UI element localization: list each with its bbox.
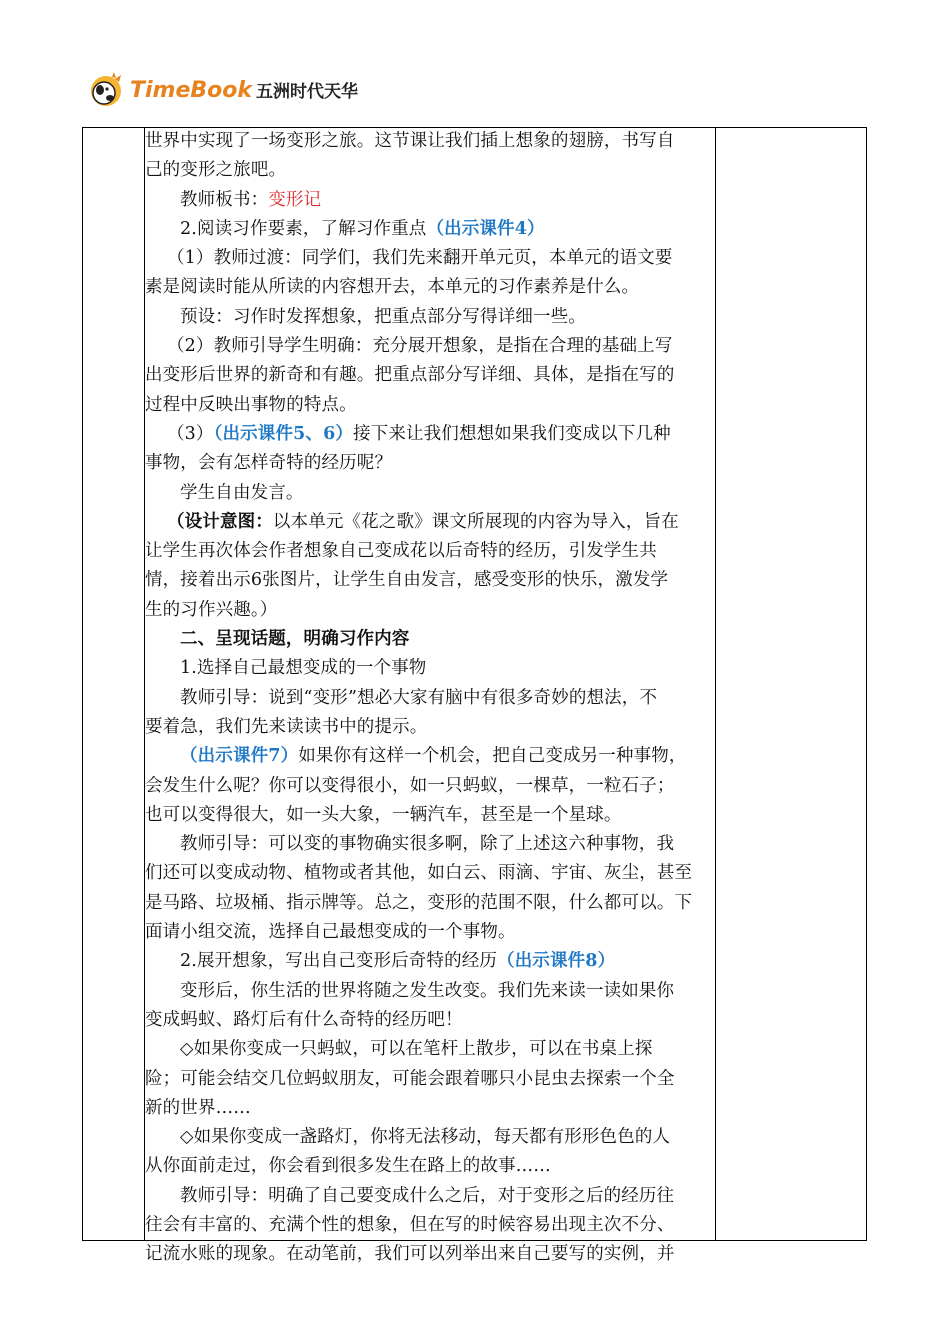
text-line: ◇如果你变成一只蚂蚁，可以在笔杆上散步，可以在书桌上探 xyxy=(180,1039,653,1060)
text-line: 变成蚂蚁、路灯后有什么奇特的经历吧！ xyxy=(145,1009,463,1030)
brand-name-en: TimeBook xyxy=(130,78,253,103)
text-line: 往会有丰富的、充满个性的想象，但在写的时候容易出现主次不分、 xyxy=(145,1214,675,1235)
text-line: 险；可能会结交几位蚂蚁朋友，可能会跟着哪只小昆虫去探索一个全 xyxy=(145,1068,675,1089)
section-heading: 二、呈现话题，明确习作内容 xyxy=(180,629,410,650)
text-line: 是马路、垃圾桶、指示牌等。总之，变形的范围不限，什么都可以。下 xyxy=(145,892,693,913)
text-line: 新的世界…… xyxy=(145,1097,251,1118)
text-line: 面请小组交流，选择自己最想变成的一个事物。 xyxy=(145,922,516,943)
brand-logo xyxy=(88,70,358,110)
text-line: 出变形后世界的新奇和有趣。把重点部分写详细、具体，是指在写的 xyxy=(145,365,675,386)
text-line: 1.选择自己最想变成的一个事物 xyxy=(180,658,427,679)
item-number: （3） xyxy=(167,423,214,444)
lesson-content xyxy=(145,127,710,1265)
text-line: 生的习作兴趣。） xyxy=(145,599,278,620)
text-line: 事物，会有怎样奇特的经历呢？ xyxy=(145,453,393,474)
text-line xyxy=(145,420,710,449)
text-line xyxy=(145,508,710,537)
text-line: （2）教师引导学生明确：充分展开想象，是指在合理的基础上写 xyxy=(167,336,673,357)
line-text: 以本单元《花之歌》课文所展现的内容为导入，旨在 xyxy=(272,511,679,532)
text-line: 教师引导：可以变的事物确实很多啊，除了上述这六种事物，我 xyxy=(180,834,675,855)
text-line: 也可以变得很大，如一头大象，一辆汽车，甚至是一个星球。 xyxy=(145,804,622,825)
text-line: 预设：习作时发挥想象，把重点部分写得详细一些。 xyxy=(180,306,586,327)
line-text: 接下来让我们想想如果我们变成以下几种 xyxy=(353,423,671,444)
text-line: （1）教师过渡：同学们，我们先来翻开单元页，本单元的语文要 xyxy=(167,248,673,269)
slide-reference: （出示课件5、6） xyxy=(213,423,354,444)
slide-reference: （出示课件8） xyxy=(497,951,616,972)
text-line: 己的变形之旅吧。 xyxy=(145,160,287,181)
text-line: 要着急，我们先来读读书中的提示。 xyxy=(145,716,428,737)
text-line: 素是阅读时能从所读的内容想开去，本单元的习作素养是什么。 xyxy=(145,277,640,298)
slide-reference: （出示课件4） xyxy=(426,218,545,239)
text-line: 教师引导：说到“变形”想必大家有脑中有很多奇妙的想法，不 xyxy=(180,687,658,708)
text-line: 会发生什么呢？你可以变得很小，如一只蚂蚁，一棵草，一粒石子； xyxy=(145,775,675,796)
design-intent-label: （设计意图： xyxy=(167,511,273,532)
text-line: 们还可以变成动物、植物或者其他，如白云、雨滴、宇宙、灰尘，甚至 xyxy=(145,863,693,884)
text-line xyxy=(145,947,710,976)
text-line: 学生自由发言。 xyxy=(180,482,304,503)
text-line: 记流水账的现象。在动笔前，我们可以列举出来自己要写的实例，并 xyxy=(145,1244,675,1265)
text-line xyxy=(145,186,710,215)
text-line: 让学生再次体会作者想象自己变成花以后奇特的经历，引发学生共 xyxy=(145,541,657,562)
text-line: 世界中实现了一场变形之旅。这节课让我们插上想象的翅膀，书写自 xyxy=(145,131,675,151)
step-heading: 2.展开想象，写出自己变形后奇特的经历 xyxy=(180,951,498,972)
text-line: 情，接着出示6张图片，让学生自由发言，感受变形的快乐，激发学 xyxy=(145,570,669,591)
cow-mascot-icon xyxy=(88,71,126,109)
line-text: 如果你有这样一个机会，把自己变成另一种事物， xyxy=(298,746,687,767)
text-line: ◇如果你变成一盏路灯，你将无法移动，每天都有形形色色的人 xyxy=(180,1127,671,1148)
slide-reference: （出示课件7） xyxy=(180,746,299,767)
text-line: 过程中反映出事物的特点。 xyxy=(145,394,357,415)
step-heading: 2.阅读习作要素，了解习作重点 xyxy=(180,218,427,239)
text-line: 从你面前走过，你会看到很多发生在路上的故事…… xyxy=(145,1156,551,1177)
board-label: 教师板书： xyxy=(180,189,269,210)
board-title: 变形记 xyxy=(268,189,322,210)
text-line: 教师引导：明确了自己要变成什么之后，对于变形之后的经历往 xyxy=(180,1185,675,1206)
text-line xyxy=(145,215,710,244)
column-divider-right xyxy=(715,128,716,1240)
text-line: 变形后，你生活的世界将随之发生改变。我们先来读一读如果你 xyxy=(180,980,675,1001)
brand-name-cn: 五洲时代天华 xyxy=(256,82,359,102)
text-line xyxy=(145,742,710,771)
